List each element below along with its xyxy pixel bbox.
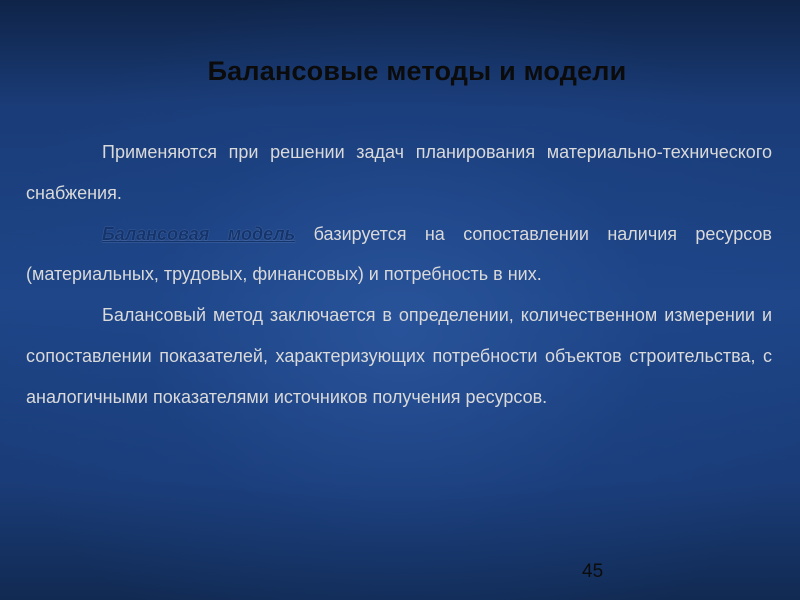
balance-model-term: Балансовая модель bbox=[102, 223, 296, 244]
paragraph-application bbox=[26, 132, 772, 214]
paragraph-application-text: Применяются при решении задач планирования материально-технического снабжения. bbox=[26, 142, 772, 203]
paragraph-balance-method bbox=[26, 295, 772, 417]
paragraph-balance-method-text: Балансовый метод заключается в определении, количественном измерении и сопоставлении показателей, характеризующих потребности объектов строительства, с аналогичными показателями источников получения ресурсов. bbox=[26, 305, 772, 407]
paragraph-balance-model bbox=[26, 214, 772, 296]
slide-body bbox=[26, 132, 772, 418]
slide-title: Балансовые методы и модели bbox=[207, 56, 627, 86]
paragraph-balance-model-text: базируется на сопоставлении наличия ресурсов (материальных, трудовых, финансовых) и потребность в них. bbox=[26, 223, 772, 285]
page-number: 45 bbox=[582, 561, 604, 582]
